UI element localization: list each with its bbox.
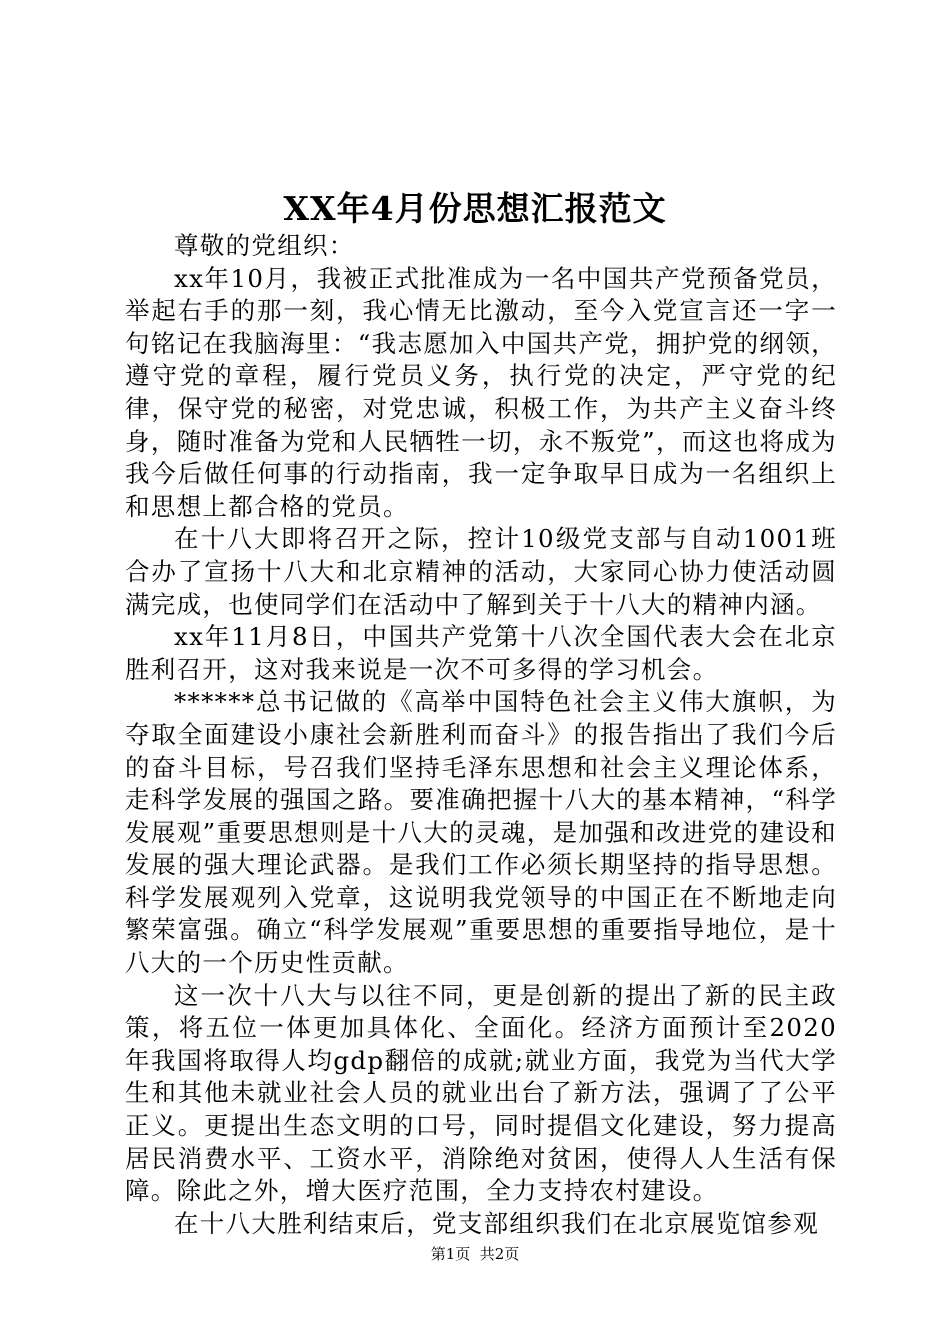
document-body: [125, 230, 837, 1240]
page-footer: [0, 1243, 950, 1265]
paragraph: ******总书记做的《高举中国特色社会主义伟大旗帜，为夺取全面建设小康社会新胜利而奋斗》的报告指出了我们今后的奋斗目标，号召我们坚持毛泽东思想和社会主义理论体系，走科学发展的强国之路。要准确把握十八大的基本精神，“科学发展观”重要思想则是十八大的灵魂，是加强和改进党的建设和发展的强大理论武器。是我们工作必须长期坚持的指导思想。科学发展观列入党章，这说明我党领导的中国正在不断地走向繁荣富强。确立“科学发展观”重要思想的重要指导地位，是十八大的一个历史性贡献。: [125, 687, 838, 978]
paragraph: xx年11月8日，中国共产党第十八次全国代表大会在北京胜利召开，这对我来说是一次不可多得的学习机会。: [125, 622, 837, 684]
paragraph: xx年10月，我被正式批准成为一名中国共产党预备党员，举起右手的那一刻，我心情无比激动，至今入党宣言还一字一句铭记在我脑海里：“我志愿加入中国共产党，拥护党的纲领，遵守党的章程，履行党员义务，执行党的决定，严守党的纪律，保守党的秘密，对党忠诚，积极工作，为共产主义奋斗终身，随时准备为党和人民牺牲一切，永不叛党”，而这也将成为我今后做任何事的行动指南，我一定争取早日成为一名组织上和思想上都合格的党员。: [125, 263, 837, 521]
salutation: 尊敬的党组织：: [174, 231, 355, 260]
paragraph: 在十八大即将召开之际，控计10级党支部与自动1001班合办了宣扬十八大和北京精神的活动，大家同心协力使活动圆满完成，也使同学们在活动中了解到关于十八大的精神内涵。: [125, 524, 837, 619]
paragraph: 这一次十八大与以往不同，更是创新的提出了新的民主政策，将五位一体更加具体化、全面化。经济方面预计至2020年我国将取得人均gdp翻倍的成就;就业方面，我党为当代大学生和其他未就业社会人员的就业出台了新方法，强调了了公平正义。更提出生态文明的口号，同时提倡文化建设，努力提高居民消费水平、工资水平，消除绝对贫困，使得人人生活有保障。除此之外，增大医疗范围，全力支持农村建设。: [125, 980, 837, 1206]
paragraph: 在十八大胜利结束后，党支部组织我们在北京展览馆参观: [174, 1208, 819, 1238]
page-number: 第1页 共2页: [430, 1245, 520, 1263]
document-title: XX年4月份思想汇报范文: [283, 189, 667, 228]
